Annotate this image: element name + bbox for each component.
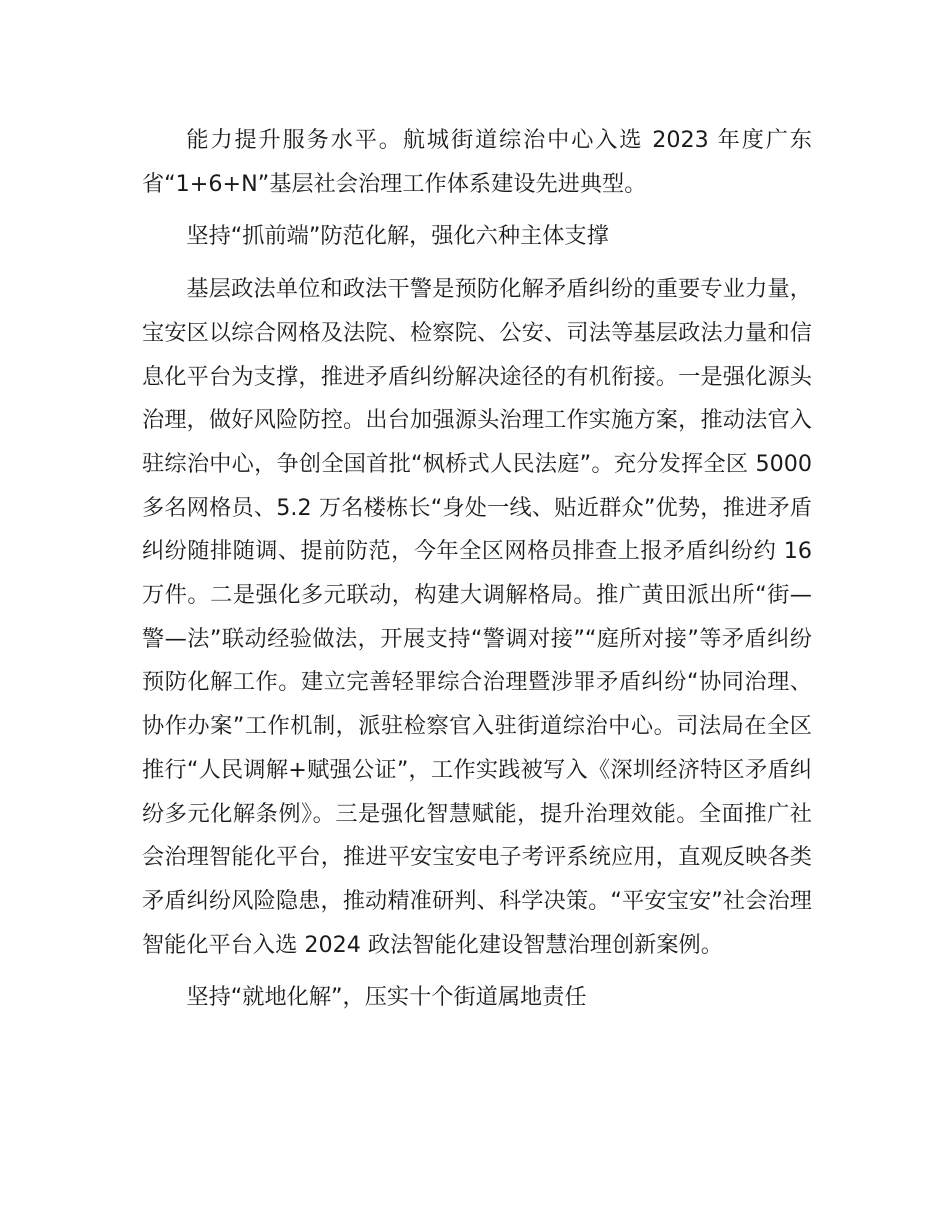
- paragraph-intro-continuation: 能力提升服务水平。航城街道综治中心入选 2023 年度广东省“1+6+N”基层社会治理工作体系建设先进典型。: [142, 127, 812, 197]
- document-page: [142, 119, 812, 1020]
- section-heading-front-end-prevention: 坚持“抓前端”防范化解，强化六种主体支撑: [186, 223, 609, 250]
- paragraph-political-legal-forces: 基层政法单位和政法干警是预防化解矛盾纠纷的重要专业力量，宝安区以综合网格及法院、检察院、公安、司法等基层政法力量和信息化平台为支撑，推进矛盾纠纷解决途径的有机衔接。一是强化源头治理，做好风险防控。出台加强源头治理工作实施方案，推动法官入驻综治中心，争创全国首批“枫桥式人民法庭”。充分发挥全区 5000 多名网格员、5.2 万名楼栋长“身处一线、贴近群众”优势，推进矛盾纠纷随排随调、提前防范，今年全区网格员排查上报矛盾纠纷约 16 万件。二是强化多元联动，构建大调解格局。推广黄田派出所“街—警—法”联动经验做法，开展支持“警调对接”“庭所对接”等矛盾纠纷预防化解工作。建立完善轻罪综合治理暨涉罪矛盾纠纷“协同治理、协作办案”工作机制，派驻检察官入驻街道综治中心。司法局在全区推行“人民调解+赋强公证”，工作实践被写入《深圳经济特区矛盾纠纷多元化解条例》。三是强化智慧赋能，提升治理效能。全面推广社会治理智能化平台，推进平安宝安电子考评系统应用，直观反映各类矛盾纠纷风险隐患，推动精准研判、科学决策。“平安宝安”社会治理智能化平台入选 2024 政法智能化建设智慧治理创新案例。: [142, 276, 812, 958]
- section-heading-local-resolution: 坚持“就地化解”，压实十个街道属地责任: [186, 984, 587, 1011]
